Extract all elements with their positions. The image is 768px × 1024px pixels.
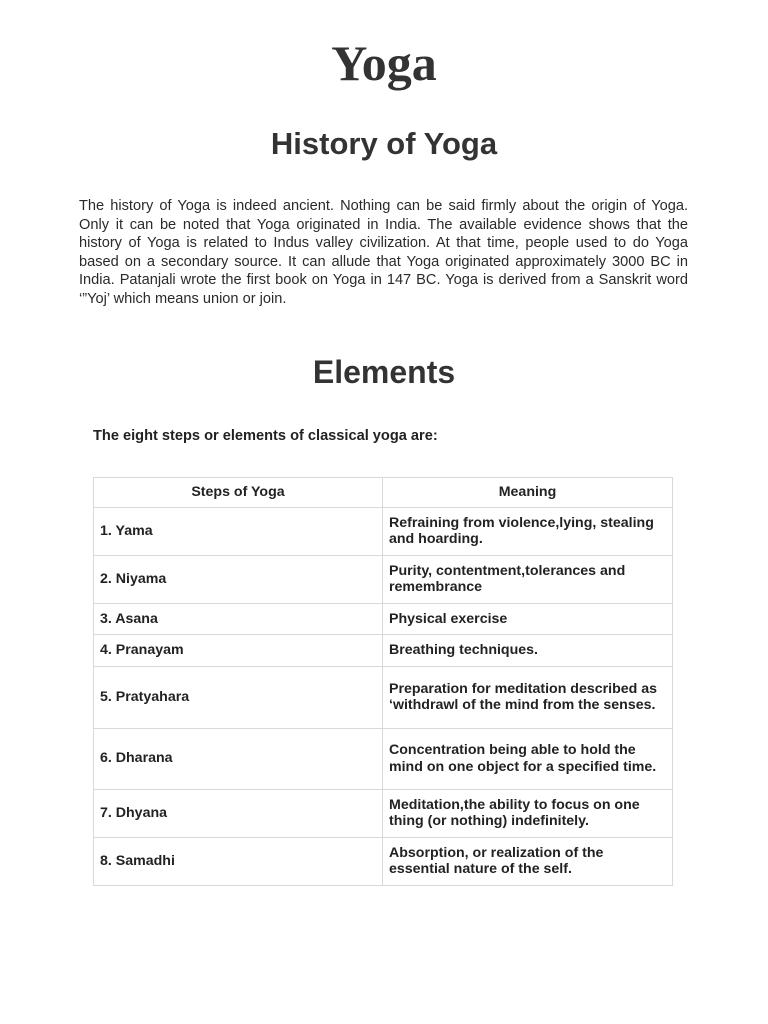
step-cell: 7. Dhyana — [94, 789, 383, 837]
table-row — [94, 555, 673, 603]
meaning-cell: Preparation for meditation described as ‘withdrawl of the mind from the senses. — [383, 666, 673, 728]
header-steps-of-yoga: Steps of Yoga — [94, 478, 383, 508]
meaning-cell: Absorption, or realization of the essential nature of the self. — [383, 837, 673, 885]
step-cell: 5. Pratyahara — [94, 666, 383, 728]
step-cell: 6. Dharana — [94, 728, 383, 789]
step-cell: 8. Samadhi — [94, 837, 383, 885]
elements-intro: The eight steps or elements of classical yoga are: — [93, 428, 438, 444]
table-row — [94, 635, 673, 667]
meaning-cell: Physical exercise — [383, 603, 673, 635]
step-cell: 4. Pranayam — [94, 635, 383, 667]
meaning-cell: Breathing techniques. — [383, 635, 673, 667]
history-paragraph: The history of Yoga is indeed ancient. Nothing can be said firmly about the origin of Yoga. Only it can be noted that Yoga originated in India. The available evidence shows that the history of Yoga is related to Indus valley civilization. At that time, people used to do Yoga based on a secondary source. It can allude that Yoga originated approximately 3000 BC in India. Patanjali wrote the first book on Yoga in 147 BC. Yoga is derived from a Sanskrit word ‘”Yoj’ which means union or join. — [79, 198, 688, 307]
meaning-cell: Purity, contentment,tolerances and remembrance — [383, 555, 673, 603]
meaning-cell: Refraining from violence,lying, stealing and hoarding. — [383, 507, 673, 555]
table-row — [94, 507, 673, 555]
meaning-cell: Concentration being able to hold the mind on one object for a specified time. — [383, 728, 673, 789]
table-row — [94, 603, 673, 635]
table-row — [94, 789, 673, 837]
meaning-cell: Meditation,the ability to focus on one thing (or nothing) indefinitely. — [383, 789, 673, 837]
yoga-steps-table — [93, 477, 673, 886]
step-cell: 2. Niyama — [94, 555, 383, 603]
history-heading: History of Yoga — [270, 126, 498, 161]
header-meaning: Meaning — [383, 478, 673, 508]
page-title: Yoga — [331, 35, 437, 91]
step-cell: 1. Yama — [94, 507, 383, 555]
table-row — [94, 837, 673, 885]
table-row — [94, 728, 673, 789]
table-row — [94, 666, 673, 728]
table-header-row — [94, 478, 673, 508]
elements-heading: Elements — [312, 354, 456, 390]
step-cell: 3. Asana — [94, 603, 383, 635]
